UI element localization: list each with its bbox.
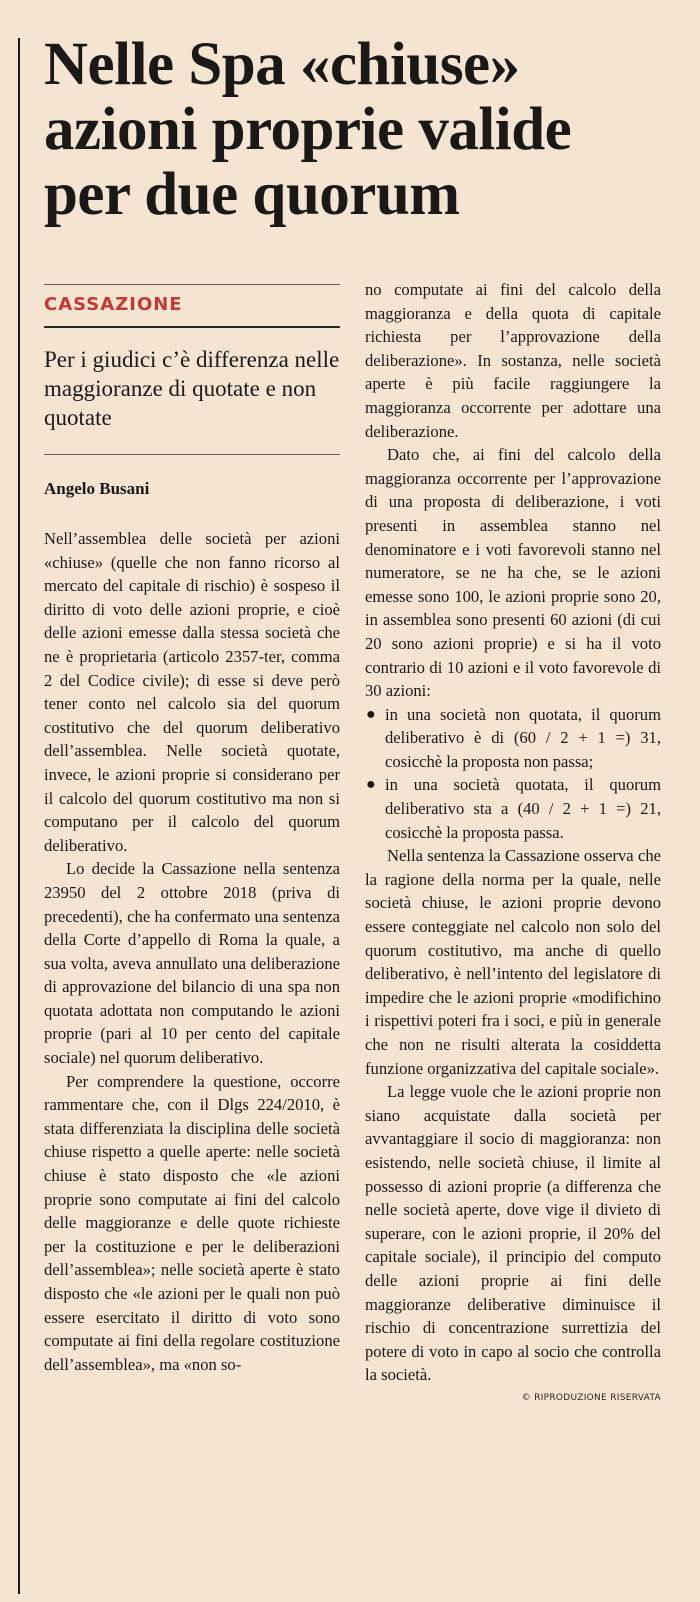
body-paragraph: La legge vuole che le azioni proprie non siano acquistate dalla società per avvantaggiare il socio di maggioranza: non esistendo, nelle società chiuse, il limite al possesso di azioni proprie (a differenza che nelle società aperte, dove vige il divieto di superare, con le azioni proprie, il 20% del capitale sociale), il principio del computo delle azioni proprie ai fini delle maggioranze deliberative diminuisce il rischio di concentrazione surrettizia del potere di voto in capo al socio che controlla la società. (365, 1082, 661, 1385)
body-paragraph: Lo decide la Cassazione nella sentenza 23950 del 2 ottobre 2018 (priva di precedenti), che ha confermato una sentenza della Corte d’appello di Roma la quale, a sua volta, aveva annullato una deliberazione di approvazione del bilancio di una spa non quotata adottata non computando le azioni proprie (pari al 10 per cento del capitale sociale) nel quorum deliberativo. (44, 859, 340, 1068)
subtitle: Per i giudici c’è differenza nelle maggioranze di quotate e non quotate (44, 347, 340, 430)
copyright-notice: © RIPRODUZIONE RISERVATA (521, 1392, 661, 1403)
headline: Nelle Spa «chiuse» azioni proprie valide per due quorum (44, 31, 572, 228)
bullet-icon: ● (366, 776, 376, 794)
bullet-icon: ● (366, 705, 376, 723)
kicker-bottom-rule (44, 326, 340, 328)
body-paragraph: no computate ai fini del calcolo della maggioranza e della quota di capitale richiesta per l’approvazione della deliberazione». In sostanza, nelle società aperte è più facile raggiungere la maggioranza occorrente per adottare una deliberazione. (365, 280, 661, 441)
subtitle-rule (44, 454, 340, 455)
right-column (365, 278, 661, 1403)
example-list (365, 703, 661, 845)
list-item (365, 703, 661, 774)
body-paragraph: Dato che, ai fini del calcolo della maggioranza occorrente per l’approvazione di una proposta di deliberazione, i voti presenti in assemblea stanno nel denominatore e i voti favorevoli stanno nel numeratore, se ne ha che, se le azioni emesse sono 100, le azioni proprie sono 20, in assemblea sono presenti 60 azioni (di cui 20 sono azioni proprie) e si ha il voto contrario di 10 azioni e il voto favorevole di 30 azioni: (365, 445, 661, 701)
body-paragraph: Nell’assemblea delle società per azioni «chiuse» (quelle che non fanno ricorso al mercato del capitale di rischio) è sospeso il diritto di voto delle azioni proprie, e cioè delle azioni emesse dalla stessa società che ne è proprietaria (articolo 2357-ter, comma 2 del Codice civile); di esse si deve però tener conto nel calcolo sia del quorum costitutivo che del quorum deliberativo dell’assemblea. Nelle società quotate, invece, le azioni proprie si considerano per il calcolo del quorum costitutivo ma non si computano per il calcolo del quorum deliberativo. (44, 529, 340, 855)
list-item-text: in una società quotata, il quorum deliberativo sta a (40 / 2 + 1 =) 21, cosicchè la proposta passa. (385, 775, 661, 842)
left-body (44, 527, 340, 1376)
left-column (44, 284, 340, 1376)
list-item (365, 773, 661, 844)
kicker-top-rule (44, 284, 340, 285)
list-item-text: in una società non quotata, il quorum deliberativo è di (60 / 2 + 1 =) 31, cosicchè la proposta non passa; (385, 704, 661, 771)
section-kicker: CASSAZIONE (44, 294, 183, 315)
author-byline: Angelo Busani (44, 479, 150, 498)
body-paragraph: Nella sentenza la Cassazione osserva che la ragione della norma per la quale, nelle società chiuse, le azioni proprie devono essere conteggiate nel calcolo non solo del quorum costitutivo, ma anche di quello deliberativo, è nell’intento del legislatore di impedire che le azioni proprie «modifichino i rispettivi poteri fra i soci, e più in generale che non ne risulti alterata la cosiddetta funzione organizzativa del capitale sociale». (365, 846, 661, 1078)
body-paragraph: Per comprendere la questione, occorre rammentare che, con il Dlgs 224/2010, è stata differenziata la disciplina delle società chiuse rispetto a quelle aperte: nelle società chiuse è stato disposto che «le azioni proprie sono computate ai fini del calcolo delle maggioranze e delle quote richieste per la costituzione e per le deliberazioni dell’assemblea»; nelle società aperte è stato disposto che «le azioni per le quali non può essere esercitato il diritto di voto sono computate ai fini della regolare costituzione dell’assemblea», ma «non so- (44, 1071, 340, 1374)
